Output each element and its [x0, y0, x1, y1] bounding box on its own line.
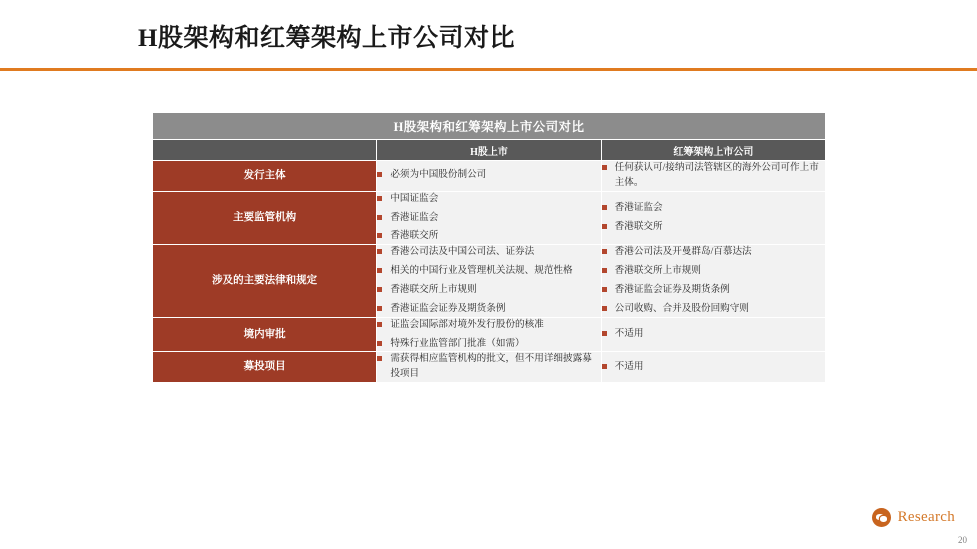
list-item	[602, 245, 825, 260]
table-row	[153, 191, 826, 245]
logo-text: Research	[897, 509, 955, 525]
list-item-text: 中国证监会	[390, 192, 439, 204]
list-item-text: 香港公司法及开曼群岛/百慕达法	[614, 246, 752, 258]
page-number: 20	[958, 535, 967, 545]
list-item-text: 不适用	[614, 360, 644, 372]
column-header-blank	[153, 140, 377, 161]
bullet-icon	[377, 306, 382, 311]
bullet-icon	[602, 306, 607, 311]
cell-use-of-proceeds-h-share	[377, 352, 601, 383]
list-item-text: 相关的中国行业及管理机关法规、规范性格	[390, 265, 573, 277]
bullet-icon	[377, 249, 382, 254]
list-item-text: 香港证监会	[390, 211, 439, 223]
row-label-domestic-approval: 境内审批	[153, 317, 377, 352]
bullet-icon	[377, 233, 382, 238]
bullet-icon	[377, 268, 382, 273]
comparison-table-container	[152, 112, 826, 383]
cell-domestic-approval-h-share	[377, 317, 601, 352]
bullet-icon	[602, 268, 607, 273]
list-item	[377, 168, 600, 183]
column-header-red-chip: 红筹架构上市公司	[601, 140, 825, 161]
list-item-text: 不适用	[614, 328, 644, 340]
list-item	[602, 283, 825, 298]
list-item	[602, 360, 825, 375]
bullet-icon	[602, 224, 607, 229]
table-row	[153, 161, 826, 192]
list-item	[377, 337, 600, 352]
cell-issuer-red-chip	[601, 161, 825, 192]
bullet-icon	[377, 215, 382, 220]
bullet-icon	[602, 205, 607, 210]
title-area	[0, 0, 977, 70]
list-item-text: 香港联交所上市规则	[390, 284, 477, 296]
list-item-text: 需获得相应监管机构的批文，但不用详细披露募投项目	[390, 353, 592, 380]
list-item	[377, 211, 600, 226]
table-header-row	[153, 140, 826, 161]
table-row	[153, 245, 826, 317]
table-row	[153, 317, 826, 352]
bullet-icon	[377, 172, 382, 177]
cell-use-of-proceeds-red-chip	[601, 352, 825, 383]
list-item	[602, 201, 825, 216]
title-divider	[0, 68, 977, 71]
row-label-issuer: 发行主体	[153, 161, 377, 192]
cell-domestic-approval-red-chip	[601, 317, 825, 352]
list-item	[377, 245, 600, 260]
column-header-h-share: H股上市	[377, 140, 601, 161]
list-item-text: 任何获认可/接纳司法管辖区的海外公司可作上市主体。	[614, 162, 819, 188]
bullet-icon	[602, 287, 607, 292]
list-item-text: 特殊行业监管部门批准（如需）	[390, 337, 525, 349]
cell-regulators-h-share	[377, 191, 601, 245]
cell-laws-h-share	[377, 245, 601, 317]
cell-issuer-h-share	[377, 161, 601, 192]
list-item-text: 公司收购、合并及股份回购守则	[614, 302, 749, 314]
bullet-icon	[377, 322, 382, 327]
list-item	[377, 192, 600, 207]
bullet-icon	[602, 165, 607, 170]
list-item	[377, 352, 600, 382]
page-title: H股架构和红筹架构上市公司对比	[138, 25, 515, 52]
list-item-text: 香港联交所	[390, 230, 439, 242]
list-item	[602, 161, 825, 191]
bullet-icon	[377, 196, 382, 201]
footer-logo	[872, 508, 955, 527]
wechat-icon	[872, 508, 891, 527]
list-item	[377, 229, 600, 244]
list-item-text: 香港证监会	[614, 202, 663, 214]
table-caption: H股架构和红筹架构上市公司对比	[153, 113, 826, 140]
table-caption-row	[153, 113, 826, 140]
bullet-icon	[377, 287, 382, 292]
bullet-icon	[377, 356, 382, 361]
row-label-regulators: 主要监管机构	[153, 191, 377, 245]
list-item-text: 香港联交所	[614, 221, 663, 232]
table-row	[153, 352, 826, 383]
list-item	[377, 302, 600, 317]
list-item-text: 证监会国际部对境外发行股份的核准	[390, 318, 544, 330]
cell-laws-red-chip	[601, 245, 825, 317]
list-item-text: 香港公司法及中国公司法、证券法	[390, 246, 535, 258]
list-item	[377, 318, 600, 333]
bullet-icon	[602, 249, 607, 254]
bullet-icon	[377, 341, 382, 346]
list-item	[377, 283, 600, 298]
comparison-table	[152, 112, 826, 383]
list-item	[602, 327, 825, 342]
row-label-use-of-proceeds: 募投项目	[153, 352, 377, 383]
list-item	[602, 302, 825, 317]
bullet-icon	[602, 364, 607, 369]
list-item-text: 香港证监会证券及期货条例	[390, 302, 506, 314]
list-item-text: 香港证监会证券及期货条例	[614, 284, 730, 296]
list-item	[602, 264, 825, 279]
list-item	[377, 264, 600, 279]
list-item-text: 必须为中国股份制公司	[390, 169, 487, 181]
bullet-icon	[602, 331, 607, 336]
row-label-laws: 涉及的主要法律和规定	[153, 245, 377, 317]
list-item	[602, 220, 825, 235]
list-item-text: 香港联交所上市规则	[614, 265, 701, 277]
cell-regulators-red-chip	[601, 191, 825, 245]
